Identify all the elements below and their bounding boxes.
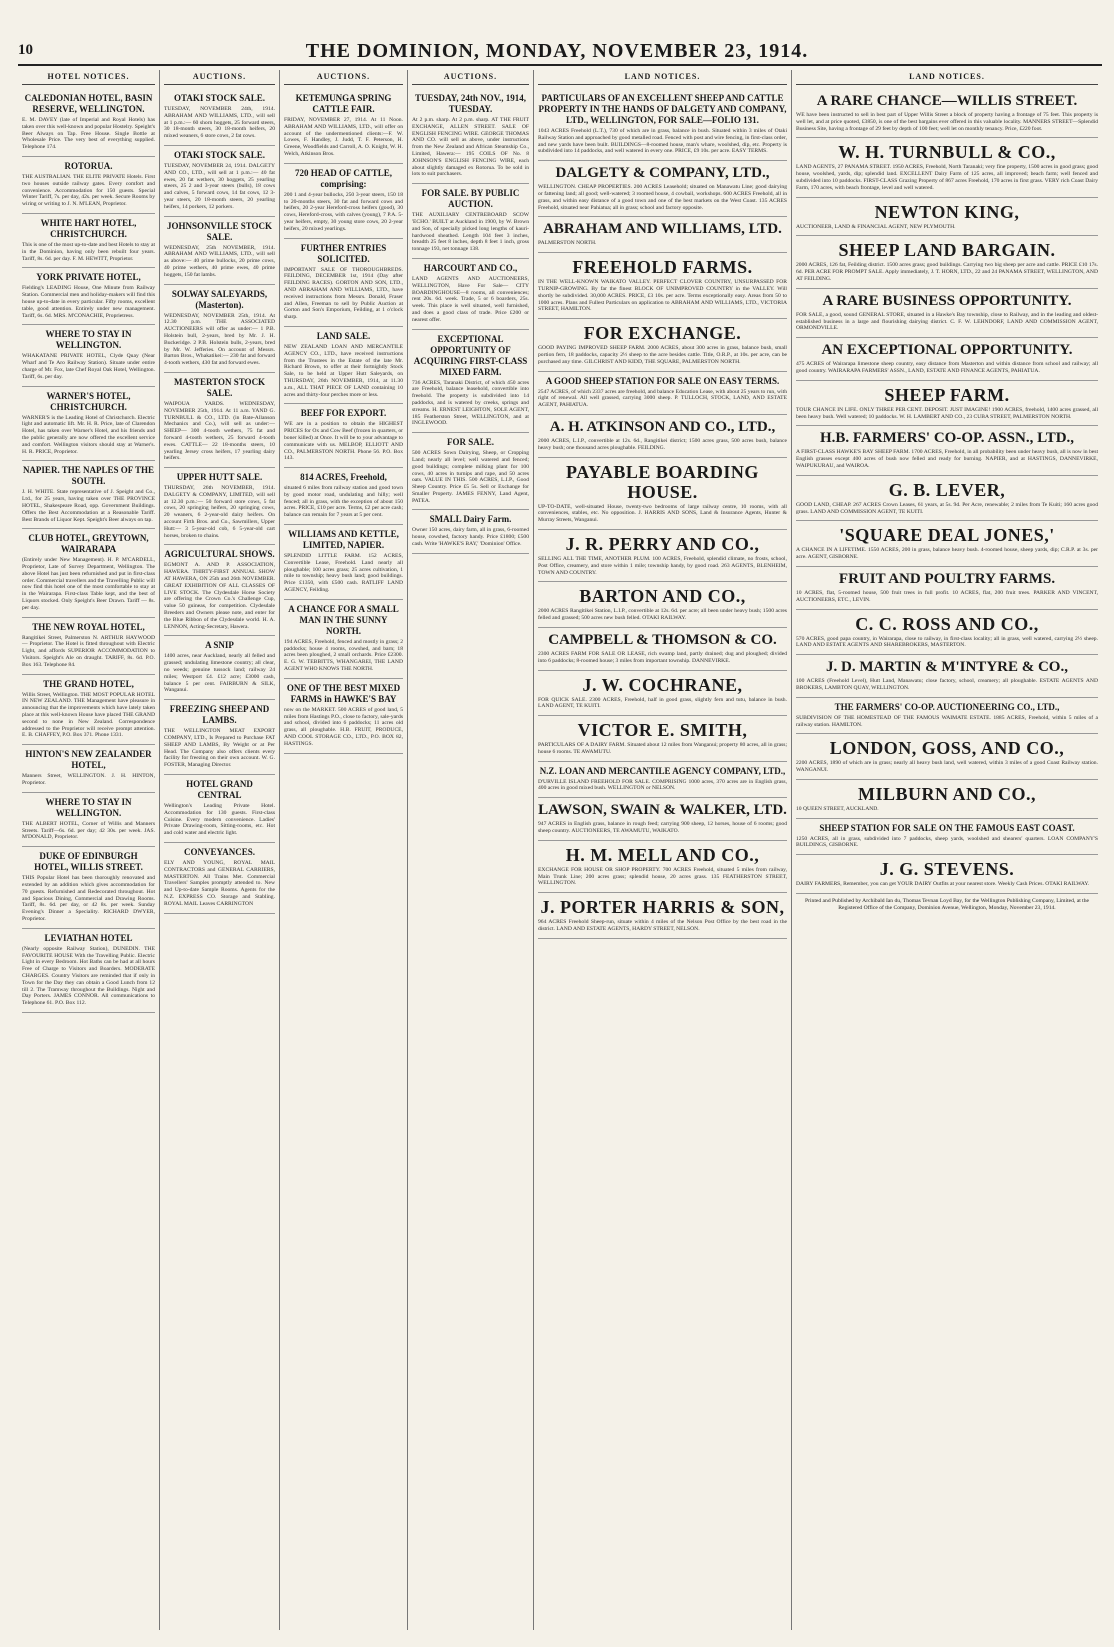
ad-body-text: (Nearly opposite Railway Station), DUNEDIN. THE FAVOURITE HOUSE With the Travelling Public. Electric Light in every Bedroom. Hot Baths can be had at all hours Free of Charge to Visitors and Boarders. MODERATE CHARGES. Country Visitors are reminded that if only in Town for the Day they can obtain a Good Lunch from 12 till 2. The Tramway throughout the Buildings. Night and Day Porters. JAMES CONNOR. All communications to Telephone 61. P.O. Box 112. [22, 945, 155, 1007]
ad-title: NEWTON KING, [874, 201, 1020, 222]
column-heading: LAND NOTICES. [538, 70, 787, 85]
ad-body-text: UP-TO-DATE, well-situated House, twenty-two bedrooms of large railway centre, 10 rooms, with all conveniences, stables, etc. No opposition. J. HARRIS AND SONS, Land & Insurance Agents, Hunter & Murray Streets, Wanganui. [538, 503, 787, 524]
ad-body-text: A FIRST-CLASS HAWKE'S BAY SHEEP FARM. 1700 ACRES, Freehold, in all probability been under heavy bush, all is now in best English grasses except 400 acres of bush now felled and ready for burning. NAPIER, and at HASTINGS, DANNEVIRKE, WAIPUKURAU, and WAIROA. [796, 449, 1099, 469]
ad-body-text: NEW ZEALAND LOAN AND MERCANTILE AGENCY CO., LTD., have received instructions from the Trustees in the Estate of the late Mr. Richard Brown, to offer at their fortnightly Stock Sale, to be held at Upper Hutt Saleyards, on THURSDAY, 26th NOVEMBER, 1914, at 11.30 a.m., ALL THAT PIECE OF LAND containing 10 acres and thirty-four perches more or less. [284, 343, 403, 398]
ad-body-text: 736 ACRES, Taranaki District, of which 450 acres are Freehold, balance leasehold, convertible into freehold. The property is subdivided into 14 paddocks, and is watered by creeks, springs and streams. H. ERNEST LEIGHTON, SOLE AGENT, 185 Featherston Street, WELLINGTON, and at INGLEWOOD. [412, 379, 529, 427]
ad-body-text: SUBDIVISION OF THE HOMESTEAD OF THE FAMOUS WAIMATE ESTATE. 1885 ACRES, Freehold, within 5 miles of a railway station. HAMILTON. [796, 714, 1098, 728]
ad-body-text: TOUR CHANCE IN LIFE. ONLY THREE PER CENT. DEPOSIT. JUST IMAGINE! 1900 ACRES, freehold, 1400 acres grassed, all been heavy bush. Well watered; 10 paddocks. W. H. LAMBERT AND CO., 23 CUBA STREET, PALMERSTON NORTH. [796, 406, 1098, 420]
advertisement [22, 745, 155, 793]
advertisement [538, 530, 787, 582]
ad-title: FOR SALE. [446, 437, 494, 448]
column-1 [18, 70, 160, 1630]
ad-title: AGRICULTURAL SHOWS. [164, 549, 275, 560]
advertisement [538, 841, 787, 893]
advertisement [796, 698, 1098, 735]
ad-title: H. M. MELL AND CO., [565, 844, 760, 865]
ad-title: J. W. COCHRANE, [582, 674, 743, 695]
ad-body-text: 1400 acres, near Auckland, nearly all felled and grassed; undulating limestone country; all clear, no weeds; genuine tussock land; railway 24 miles; Westport £4. £12 acre; £3000 cash, balance 5 per cent. FAIRBURN & SILK, Wanganui. [164, 653, 275, 694]
column-5 [534, 70, 792, 1630]
advertisement [164, 89, 275, 146]
ad-title: A SNIP [205, 640, 234, 651]
advertisement [412, 330, 529, 434]
ad-title: FOR EXCHANGE. [583, 323, 742, 344]
masthead-rule [18, 64, 1102, 66]
ad-title: W. H. TURNBULL & CO., [838, 142, 1056, 163]
advertisement [796, 855, 1098, 894]
column-heading: AUCTIONS. [412, 70, 529, 85]
advertisement [796, 289, 1098, 338]
advertisement [284, 468, 403, 525]
ad-title: THE FARMERS' CO-OP. AUCTIONEERING CO., LTD., [834, 701, 1060, 712]
ad-body-text: 2547 ACRES, of which 2337 acres are freehold, and balance Education Lease, with about 25 years to run, with right of renewal. All well grassed, carrying 3000 sheep. P. TULLOCH, STOCK, LAND, AND ESTATE AGENT, PAHIATUA. [538, 388, 787, 409]
ad-body-text: WARNER'S is the Leading Hotel of Christchurch. Electric light and automatic lift. Mr. H. R. Price, late of Clarendon Hotel, has taken over Warner's Hotel, and his friends and the public generally are now offered the excellent service and comfort. Wellington visitors should stay at Warner's. H. R. PRICE, Proprietor. [22, 414, 155, 455]
ad-title: WARNER'S HOTEL, CHRISTCHURCH. [46, 390, 131, 412]
ad-body-text: 200 1 and 4-year bullocks, 250 3-year steers, 150 18 to 20-months steers, 30 fat and forward cows and heifers, 20 2-year Hereford-cross heifers (good), 30 cows, Hereford-cross, with calves (young), 7 P.A. 5-year heifers, empty, 30 young store cows, 20 2-year heifers, 20 mixed yearlings. [284, 191, 403, 232]
column-heading: AUCTIONS. [284, 70, 403, 85]
advertisement [284, 525, 403, 600]
ad-title: DALGETY & COMPANY, LTD., [555, 165, 770, 182]
ad-body-text: 100 ACRES (Freehold Level), Hutt Land, Manawatu; close factory, school, creamery; all ploughable. ESTATE AGENTS AND BROKERS, LAMBTON QUAY, WELLINGTON. [796, 678, 1098, 691]
ad-body-text: Fielding's LEADING House, One Minute from Railway Station. Commercial men and holiday-makers will find this house up-to-date in every particular. Fifty rooms, excellent table, good attention. Entirely under new management. Tariff, 6s. 6d. MRS. M'CONACHIE, Proprietress. [22, 285, 155, 319]
advertisement [796, 780, 1098, 819]
ad-title: J. G. STEVENS. [879, 859, 1015, 880]
ad-body-text: TUESDAY, NOVEMBER 24th, 1914. ABRAHAM AND WILLIAMS, LTD., will sell at 1 p.m.:— 60 shorn hoggets, 25 forward steers, 30 18-month steers, 30 18-month heifers, 20 mixed weaners, 6 store cows, 2 fat cows. [164, 106, 275, 140]
advertisement [164, 146, 275, 217]
column-2 [160, 70, 280, 1630]
ad-body-text: (Entirely under New Management). H. P. M'CARDELL, Proprietor, Late of Survey Department, Wellington. The above Hotel has just been refurnished and put in first-class order. Commercial travellers and the Travelling Public will now find this hotel one of the most comfortable to stay at in the Wairarapa. First-class Table kept, and the best of Liquors stocked. Only Speight's Beer Drawn. Tariff — 8s. per day. [22, 557, 155, 611]
ad-body-text: FRIDAY, NOVEMBER 27, 1914. At 11 Noon. ABRAHAM AND WILLIAMS, LTD., will offer on account of the undermentioned clients:—F. W. Lowes, F. Handley, J. Judd, T. F. Peterson, H. Greene, Woodfields and Carroll, A. O. Knight, W. H. Welch, Atkinson Bros. [284, 117, 403, 157]
advertisement [412, 433, 529, 510]
ad-title: LAND SALE. [316, 330, 371, 341]
ad-body-text: ELY AND YOUNG, ROYAL MAIL CONTRACTORS and GENERAL CARRIERS, MASTERTON. All Trains Met. Commercial Travellers' Samples promptly attended to. New and Up-to-date Sample Rooms. Agents for the N.Z. EXPRESS CO. Storage and Stabling. ROYAL MAIL Leaves CARRINGTON [164, 859, 275, 907]
ad-body-text: 10 ACRES, flat, 5-roomed house, 500 fruit trees in full profit. 10 ACRES, flat, 200 fruit trees. PARKER AND VINCENT, AUCTIONEERS, ETC., LEVIN. [796, 589, 1098, 603]
advertisement [284, 327, 403, 404]
ad-title: ROTORUA. [64, 160, 113, 171]
advertisement [22, 214, 155, 268]
column-4 [408, 70, 534, 1630]
ad-body-text: SELLING ALL THE TIME, ANOTHER PLUM. 100 ACRES, Freehold, splendid climate, no frosts, school, Post Office, creamery, and store within 1 mile; township handy, by good road. 263 AGENTS, BLENHEIM, TOWN AND COUNTRY. [538, 555, 787, 576]
ad-body-text: DAIRY FARMERS, Remember, you can get YOUR DAIRY Outfits at your nearest store. Weekly Cash Prices. OTAKI RAILWAY. [796, 881, 1090, 888]
advertisement [538, 671, 787, 717]
ad-title: FRUIT AND POULTRY FARMS. [838, 570, 1056, 587]
column-heading: LAND NOTICES. [796, 70, 1098, 85]
ad-body-text: WAIPOUA YARDS. WEDNESDAY, NOVEMBER 25th, 1914. At 11 a.m. YAND G. TURNBULL & CO., LTD. (in Bate-Allanson Mechanics and Co.), will sell as under:— SHEEP— 300 4-tooth wethers, 75 fat and forward 4-tooth wethers, 25 forward 4-tooth ewes. CATTLE— 22 18-months steers, 10 yearling Jersey cross heifers, 17 yearling dairy heifers. [164, 400, 275, 462]
ad-title: A GOOD SHEEP STATION FOR SALE ON EASY TERMS. [545, 375, 780, 386]
ad-body-text: WEDNESDAY, 25th NOVEMBER, 1914. ABRAHAM AND WILLIAMS, LTD., will sell as above:— 40 prime bullocks, 20 prime cows, 40 prime wethers, 40 prime ewes, 40 prime hoggets, 150 fat lambs. [164, 244, 275, 278]
ad-body-text: 475 ACRES of Wairarapa limestone sheep country, easy distance from Masterton and within distance from school and railway; all good country. WAIRARAPA FARMERS' ASSN., LAND, ESTATE AND FINANCE AGENTS, PAHIATUA. [796, 361, 1098, 374]
ad-title: CONVEYANCES. [184, 846, 255, 857]
ad-body-text: Willis Street, Wellington. THE MOST POPULAR HOTEL IN NEW ZEALAND. THE Management have pleasure in announcing that the improvements which have lately taken place at this well-known House have placed THE GRAND second to none in New Zealand. Correspondence addressed to the Proprietor will receive prompt attention. E. B. CHAFFEY, P.O. Box 371. Phone 1331. [22, 691, 155, 739]
advertisement [538, 415, 787, 458]
ad-title: THE NEW ROYAL HOTEL, [32, 621, 145, 632]
advertisement [22, 929, 155, 1013]
advertisement [538, 716, 787, 762]
advertisement [284, 89, 403, 164]
column-heading: HOTEL NOTICES. [22, 70, 155, 85]
advertisement [796, 521, 1098, 567]
advertisement [22, 157, 155, 214]
advertisement [164, 636, 275, 700]
advertisement [22, 618, 155, 675]
ad-title: ABRAHAM AND WILLIAMS, LTD. [543, 221, 782, 238]
advertisement [22, 325, 155, 386]
ad-body-text: 10 QUEEN STREET, AUCKLAND. [796, 805, 879, 812]
ad-body-text: WE are in a position to obtain the HIGHEST PRICES for Ox and Cow Beef (frozen in quarters, or boner killed) at Once. It will be to your advantage to communicate with us. MELBOP, ELLIOTT AND CO., PALMERSTON NORTH. Phone 56. P.O. Box 143. [284, 421, 403, 462]
ad-title: SHEEP FARM. [884, 384, 1010, 405]
ad-body-text: WHAKATANE PRIVATE HOTEL, Clyde Quay (Near Wharf and Te Aro Railway Station). Situate under entire charge of Mr. Fox, late Chef Royal Oak Hotel, Wellington. Tariff, 6s. per day. [22, 353, 155, 380]
ad-title: FREEHOLD FARMS. [572, 257, 753, 278]
ad-body-text: 194 ACRES, Freehold, fenced and mostly in grass; 2 paddocks; house 4 rooms, cowshed, and barn; 18 acres been ploughed, 2 small orchards. Price £2300. E. G. W. TEBBITTS, WHANGAREI, THE LAND AGENT WHO KNOWS THE NORTH. [284, 638, 403, 673]
advertisement [22, 268, 155, 325]
advertisement [164, 775, 275, 843]
advertisement [22, 529, 155, 617]
ad-body-text: LAND AGENTS AND AUCTIONEERS, WELLINGTON, Have For Sale— CITY BOARDINGHOUSE—8 rooms, all conveniences; rent 20s. 6d. week. Trade, 5 or 6 boarders, 25s. week. This place is well situated, well furnished, and does a good class of trade. Price £200 or nearest offer. [412, 275, 529, 323]
advertisement [538, 762, 787, 799]
ad-body-text: PALMERSTON NORTH. [538, 240, 597, 247]
advertisement [538, 161, 787, 217]
ad-body-text: EXCHANGE FOR HOUSE OR SHOP PROPERTY. 700 ACRES Freehold, situated 5 miles from railway, Main Trunk Line; 200 acres grass; splendid house, 20 acres grass. 135 FEATHERSTON STREET, WELLINGTON. [538, 866, 787, 887]
ad-title: PARTICULARS OF AN EXCELLENT SHEEP AND CATTLE PROPERTY IN THE HANDS OF DALGETY AND COMPANY, LTD., WELLINGTON, FOR SALE—FOLIO 131. [538, 93, 787, 125]
ad-title: FOR SALE. BY PUBLIC AUCTION. [421, 188, 520, 210]
ad-title: JOHNSONVILLE STOCK SALE. [166, 220, 273, 242]
advertisement [796, 610, 1098, 656]
ad-body-text: now on the MARKET. 500 ACRES of good land, 5 miles from Hastings P.O., close to factory, sale-yards and school, divided into 6 paddocks; 11 acres old grass, all ploughable. H.B. FRUIT, PRODUCE, AND COOL STORAGE CO., LTD., P.O. BOX 82, HASTINGS. [284, 706, 403, 747]
ad-title: HARCOURT AND CO., [423, 262, 518, 273]
ad-title: LEVIATHAN HOTEL [44, 932, 133, 943]
column-heading: AUCTIONS. [164, 70, 275, 85]
printer-imprint: Printed and Published by Archibald Ian du, Thomas Tevnan Loyd Bay, for the Wellington Publishing Company, Limited, at the Registered Office of the Company, Dominion Avenue, Wellington, Monday, November 23, 1914. [805, 898, 1089, 912]
advertisement [164, 468, 275, 545]
ad-body-text: 2000 ACRES Rangitikei Station, L.I.P., convertible at 12s. 6d. per acre; all been under heavy bush; 1500 acres felled and grassed; 500 acres new bush felled. OTAKI RAILWAY. [538, 608, 787, 622]
ad-title: SHEEP STATION FOR SALE ON THE FAMOUS EAST COAST. [819, 822, 1075, 833]
ad-body-text: Owner 150 acres, dairy farm, all in grass, 6-roomed house, cowshed, factory handy. Price £1800; £500 cash. Write 'HAWKE'S BAY,' 'Dominion' Office. [412, 527, 529, 548]
ad-body-text: THE AUSTRALIAN. THE ELITE PRIVATE Hotels. First two houses outside railway gates. Every comfort and convenience. Accommodation for 150 guests. Special Winter Tariff, 7s. per day, 42s. per week. Secure Rooms by wiring or writing to J. N. M'LEAN, Proprietor. [22, 173, 155, 208]
ad-body-text: 500 ACRES Sown Dairying, Sheep, or Cropping Land; nearly all level; well watered and fenced; good buildings; complete milking plant for 100 cows, 40 acres in turnips and rape, and 50 acres oats. VALUE IN THIS. 500 ACRES, L.I.P., Good Sheep Country. Price £5 5s. Sell or Exchange for Smaller Property. JAMES FENNY, Land Agent, PATEA. [412, 450, 529, 504]
ad-title: SMALL Dairy Farm. [429, 514, 512, 525]
ad-title: A RARE CHANCE—WILLIS STREET. [816, 93, 1078, 109]
page-number: 10 [18, 42, 33, 58]
ad-body-text: situated 6 miles from railway station and good town by good motor road, undulating and hilly; well fenced; all in grass, with the exception of about 150 acres. PRICE, £10 per acre. Terms, £2 per acre cash; balance can remain for 7 years at 5 per cent. [284, 485, 403, 519]
advertisement [796, 567, 1098, 610]
ad-title: A CHANCE FOR A SMALL MAN IN THE SUNNY NORTH. [288, 603, 399, 636]
advertisement [412, 510, 529, 553]
ad-body-text: J. H. WHITE. State representative of J. Speight and Co., Ltd., for 25 years, having taken over THE PROVINCE HOTEL, Shakespeare Road, opp. Government Buildings. Offers the Best Accommodation at a Reasonable Tariff. Best Brands of Liquor Kept. Speight's Beer always on tap. [22, 489, 155, 523]
advertisement [164, 700, 275, 775]
ad-title: ONE OF THE BEST MIXED FARMS in HAWKE'S BAY [286, 682, 401, 704]
advertisement [538, 582, 787, 628]
advertisement [796, 476, 1098, 522]
ad-body-text: 2200 ACRES, 1890 of which are in grass; nearly all heavy bush land, well watered, within 3 miles of a good Coast Railway station. WANGANUI. [796, 760, 1098, 774]
advertisement [164, 545, 275, 636]
ad-title: LONDON, GOSS, AND CO., [829, 738, 1065, 759]
ad-title: DUKE OF EDINBURGH HOTEL, WILLIS STREET. [34, 851, 143, 873]
ad-title: CLUB HOTEL, GREYTOWN, WAIRARAPA [28, 533, 149, 555]
ad-body-text: A CHANCE IN A LIFETIME. 1550 ACRES, 200 in grass, balance heavy bush. 4-roomed house, sheep yards, dip; C.R.P. at 3s. per acre. AGENT, GISBORNE. [796, 547, 1098, 561]
advertisement [412, 184, 529, 259]
advertisement [164, 217, 275, 285]
ad-title: MASTERTON STOCK SALE. [173, 376, 266, 398]
ad-title: CALEDONIAN HOTEL, BASIN RESERVE, WELLINGTON. [24, 93, 153, 114]
ad-title: SOLWAY SALEYARDS, (Masterton). [171, 288, 268, 310]
advertisement [538, 253, 787, 319]
ad-body-text: SPLENDID LITTLE FARM. 152 ACRES, Convertible Lease, Freehold. Land nearly all ploughable; 100 acres grass; 25 acres cultivation, 1 mile to township; heavy bush land; good buildings. Price £1350, with £500 cash. RATLIFF LAND AGENCY, Feilding. [284, 553, 403, 594]
ad-body-text: GOOD PAYING IMPROVED SHEEP FARM. 2000 ACRES, about 300 acres in grass, balance bush, small portion fern, 18 paddocks, capacity 2½ sheep to the acre besides cattle. Title, O.R.P., at 10s. per acre, can be purchased any time. GILCHRIST AND KIDD, THE SQUARE, PALMERSTON NORTH. [538, 345, 787, 365]
ad-body-text: WEDNESDAY, NOVEMBER 25th, 1914. At 12.30 p.m. THE ASSOCIATED AUCTIONEERS will offer as under:— 1 P.B. Holstein bull, 2-years, bred by Mr. J. H. Buckeridge. 2 P.B. Holstein bulls, 2-years, bred by Mr. W. Jefferies. On account of Messrs. Barton Bros., Whakatikei:— 230 fat and forward 4-tooth wethers, 430 fat and forward ewes. [164, 312, 275, 367]
ad-title: J. D. MARTIN & M'INTYRE & CO., [826, 659, 1068, 676]
ad-body-text: Wellington's Leading Private Hotel. Accommodation for 130 guests. First-class Cuisine. Every modern convenience. Ladies' Private Drawing-room, Sitting-rooms, etc. Hot and cold water and electric light. [164, 803, 275, 837]
advertisement [796, 819, 1098, 856]
ad-title: C. C. ROSS AND CO., [855, 613, 1039, 634]
ad-body-text: THE ALBERT HOTEL, Corner of Willis and Manners Streets. Tariff—6s. 6d. per day; 42 30s. per week. JAS. M'DONALD, Proprietor. [22, 820, 155, 841]
advertisement [164, 373, 275, 468]
ad-body-text: TUESDAY, NOVEMBER 24, 1914. DALGETY AND CO., LTD., will sell at 1 p.m.:— 40 fat ewes, 20 fat wethers, 30 hoggets, 25 yearling steers, 25 2 and 3-year steers (bulls), 18 cows and calves, 5 forward cows, 14 fat cows, 12 3-year steers, 20 18-month steers, 20 yearling heifers, 14 porkers, 12 porkers. [164, 162, 275, 210]
ad-title: J. PORTER HARRIS & SON, [540, 897, 785, 918]
advertisement [796, 426, 1098, 475]
advertisement [796, 655, 1098, 698]
ad-title: VICTOR E. SMITH, [577, 720, 748, 741]
ad-title: NAPIER. THE NAPLES OF THE SOUTH. [22, 465, 155, 487]
advertisement [164, 843, 275, 914]
ad-body-text: 2000 ACRES, L.I.P., convertible at 12s. 6d., Rangitikei district; 1500 acres grass, 500 acres bush, balance heavy bush; one thousand acres ploughable. FEILDING. [538, 437, 787, 451]
advertisement [284, 404, 403, 468]
advertisement [22, 847, 155, 929]
ad-body-text: FOR SALE, a good, sound GENERAL STORE, situated in a Hawke's Bay township, close to Railway, and in the leading and oldest-established business in a large and flourishing dairying district. C. F. W. LEHNDORF, LAND AND COMMISSION AGENT, ORMONDVILLE. [796, 311, 1098, 332]
ad-title: WHERE TO STAY IN WELLINGTON. [45, 329, 132, 351]
column-3 [280, 70, 408, 1630]
ad-title: A. H. ATKINSON AND CO., LTD., [549, 418, 776, 435]
ad-body-text: IN THE WELL-KNOWN WAIKATO VALLEY. PERFECT CLOVER COUNTRY, UNSURPASSED FOR TURNIP-GROWING. By far the finest BLOCK OF UNIMPROVED COUNTRY in the VALLEY. Will shortly be subdivided. 30,000 ACRES. PRICE, £3 10s. per acre. Terms exceptionally easy. Areas from 50 to 1000 acres. Plans and Fullest Particulars on application to ABRAHAM AND WILLIAMS, LTD., VICTORIA STREET, HAMILTON. [538, 279, 787, 313]
ad-body-text: FOR QUICK SALE. 2300 ACRES, Freehold, half in good grass, slightly fern and tutu, balance in bush. LAND AGENT, TE KUITI. [538, 696, 787, 710]
advertisement [796, 236, 1098, 288]
advertisement [538, 628, 787, 671]
ad-body-text: AUCTIONEER, LAND & FINANCIAL AGENT, NEW PLYMOUTH. [796, 223, 956, 230]
ad-title: OTAKI STOCK SALE. [174, 149, 265, 160]
ad-body-text: WE have been instructed to sell in best part of Upper Willis Street a block of property having a frontage of 75 feet. This property is well let, and at price quoted, £3850, is one of the best bargains ever offered in this valuable locality. MANNERS STREET—Splendid Business Site, having a frontage of 29 feet by depth of 100 feet; well let on monthly tenancy. Price, £220 foot. [796, 112, 1098, 132]
ad-title: BARTON AND CO., [579, 586, 746, 607]
ad-title: HOTEL GRAND CENTRAL [186, 779, 253, 800]
advertisement [796, 381, 1098, 427]
ad-title: TUESDAY, 24th NOV., 1914, TUESDAY. [415, 93, 526, 114]
ad-title: SHEEP LAND BARGAIN. [838, 240, 1056, 261]
ad-title: EXCEPTIONAL OPPORTUNITY OF ACQUIRING FIRST-CLASS MIXED FARM. [413, 333, 528, 377]
ad-title: LAWSON, SWAIN & WALKER, LTD. [538, 802, 787, 819]
ad-body-text: 570 ACRES, good papa country, in Wairarapa, close to railway, in first-class locality; all in grass, well watered, carrying 2½ sheep. LAND AND ESTATE AGENTS AND SHAREBROKERS, MASTERTON. [796, 635, 1098, 649]
advertisement [22, 793, 155, 847]
ad-body-text: EGMONT A. AND P. ASSOCIATION, HAWERA. THIRTY-FIRST ANNUAL SHOW AT HAWERA, ON 25th and 26th NOVEMBER. GREAT EXHIBITION OF ALL CLASSES OF LIVE STOCK. The Clydesdale Horse Society are offering the Crown Co.'s Challenge Cup, value 50 guineas, for competition. Clydesdale Breeders and Owners please note, and enter for the Blue Ribbon of the Clydesdale world. H. A. LENNON, Acting-Secretary, Hawera. [164, 562, 275, 630]
ad-title: J. R. PERRY AND CO., [565, 533, 760, 554]
advertisement [22, 675, 155, 746]
ad-title: WILLIAMS AND KETTLE, LIMITED, NAPIER. [288, 529, 399, 551]
advertisement [538, 458, 787, 530]
advertisement [538, 89, 787, 161]
advertisement [538, 893, 787, 939]
ad-title: 814 ACRES, Freehold, [300, 472, 387, 483]
ad-title: 'SQUARE DEAL JONES,' [839, 525, 1055, 546]
ad-body-text: THIS Popular Hotel has been thoroughly renovated and extended by an addition which gives accommodation for 70 guests. Refurnished and Redecorated throughout. Hot and Spacious Dining, Commercial and Drawing Rooms. Tariff, 8s. 6d. per day, or 42 8s. per week. Sunday Evening's Dinner a Speciality. RICHARD DWYER, Proprietor. [22, 875, 155, 922]
ad-body-text: 1250 ACRES, all in grass, subdivided into 7 paddocks, sheep yards, woolshed and shearers' quarters. LOAN COMPANY'S BUILDINGS, GISBORNE. [796, 835, 1098, 849]
ad-body-text: THE WELLINGTON MEAT EXPORT COMPANY, LTD., Is Prepared to Purchase FAT SHEEP AND LAMBS, By Weight or at Per Head. The Company also offers clients every facility for freezing on their own account. W. G. FOSTER, Managing Director. [164, 728, 275, 769]
advertisement [22, 89, 155, 157]
ad-body-text: GOOD LAND, CHEAP. 267 ACRES Crown Leases, 61 years, at 5s. 9d. Per Acre, renewable; 2 miles from Te Kuiti; 160 acres good grass. LAND AND COMMISSION AGENT, TE KUITI. [796, 501, 1098, 515]
newspaper-title: THE DOMINION, MONDAY, NOVEMBER 23, 1914. [305, 40, 809, 62]
ad-title: WHERE TO STAY IN WELLINGTON. [45, 796, 132, 818]
ad-title: AN EXCEPTIONAL OPPORTUNITY. [821, 342, 1073, 359]
advertisement [796, 734, 1098, 780]
ad-title: WHITE HART HOTEL, CHRISTCHURCH. [40, 217, 137, 239]
ad-title: HINTON'S NEW ZEALANDER HOTEL, [25, 749, 152, 771]
advertisement [22, 461, 155, 529]
advertisement [284, 164, 403, 239]
advertisement [164, 285, 275, 373]
advertisement [796, 198, 1098, 237]
ad-body-text: 1043 ACRES Freehold (L.T.), 730 of which are in grass, balance in bush. Situated within 3 miles of Otaki Railway Station and approached by good metalled road. Fenced with post and wire fencing, in first-class order, and new yards have been built. BUILDINGS—8-roomed house, man's whare, woolshed, dip, etc. Property is subdivided into 14 paddocks, and well watered in every one. PRICE, £9 10s. per acre. EASY TERMS. [538, 128, 787, 155]
ad-body-text: THE AUXILIARY CENTREBOARD SCOW 'ECHO.' BUILT at Auckland in 1900, by W. Brown and Son, of specially picked long lengths of kauri-hardwood sheathed. Length 104 feet 3 inches, breadth 25 feet 8 inches, depth 8 feet 1 inch, gross tonnage 193, net tonnage 138. [412, 212, 529, 253]
advertisement [538, 372, 787, 415]
advertisement [284, 239, 403, 327]
advertisement [538, 217, 787, 253]
ad-body-text: At 2 p.m. sharp. At 2 p.m. sharp. AT THE FRUIT EXCHANGE, ALLEN STREET. SALE OF ENGLISH FENCING WIRE. GEORGE THOMAS AND CO. will sell as above, under instructions from the New Zealand and African Steamship Co., Limited, Hawera:— 195 COILS OF No. 8 JOHNSON'S ENGLISH FENCING WIRE, each about slightly damaged ex Rotorua. To be sold in lots to suit purchasers. [412, 117, 529, 178]
ad-body-text: WELLINGTON. CHEAP PROPERTIES. 200 ACRES Leasehold; situated on Manawatu Line; good dairying or fattening land; all good; well-watered; 3 roomed house, 4 cowbail, workshops. 600 ACRES Freehold, all in grass, and within easy distance of a good town and one of the best markets on the West Coast. 135 ACRES Freehold, situated near Pahiatua; all in grass; school and factory opposite. [538, 184, 787, 211]
ad-body-text: 2300 ACRES FARM FOR SALE OR LEASE, rich swamp land, partly drained; dug and ploughed; divided into 6 paddocks; 8-roomed house; 3 miles from important township. DANNEVIRKE. [538, 650, 787, 664]
ad-body-text: IMPORTANT SALE OF THOROUGHBREDS. FEILDING, DECEMBER 1st, 1914 (Day after FEILDING RACES). GORTON AND SON, LTD., AND ABRAHAM AND WILLIAMS, LTD., have received instructions from Messrs. Donald, Fraser and Allen, Freeman to sell by Public Auction at Gorton and Son's Emporium, Feilding, at 1 o'clock sharp. [284, 266, 403, 321]
ad-title: YORK PRIVATE HOTEL, [36, 272, 141, 283]
advertisement [284, 600, 403, 679]
ad-title: A RARE BUSINESS OPPORTUNITY. [822, 292, 1072, 309]
ad-body-text: This is one of the most up-to-date and best Hotels to stay at in the Dominion, having only been rebuilt four years. Tariff, 8s. 6d. per day. F. M. HEWITT, Proprietor. [22, 241, 155, 262]
ad-title: THE GRAND HOTEL, [43, 678, 134, 689]
ad-title: N.Z. LOAN AND MERCANTILE AGENCY COMPANY, LTD., [539, 765, 786, 776]
ad-title: G. B. LEVER, [888, 479, 1006, 500]
ad-body-text: 2000 ACRES, 126 fat, Feilding district. 1500 acres grass; good buildings. Carrying two big sheep per acre and cattle. PRICE £10 17s. 6d. PER ACRE FOR PROMPT SALE. Apply immediately, J. T. HORN, LTD., 22 and 24 PANAMA STREET, WELLINGTON, AND AT FEILDING. [796, 262, 1098, 282]
ad-body-text: Manners Street, WELLINGTON. J. H. HINTON, Proprietor. [22, 773, 155, 787]
ad-title: OTAKI STOCK SALE. [174, 93, 265, 103]
masthead [0, 0, 1114, 62]
ad-title: FREEZING SHEEP AND LAMBS. [169, 704, 270, 726]
ad-title: CAMPBELL & THOMSON & CO. [548, 631, 777, 648]
ad-title: H.B. FARMERS' CO-OP. ASSN., LTD., [819, 430, 1075, 447]
ad-title: 720 HEAD OF CATTLE, comprising: [294, 167, 392, 189]
ad-title: MILBURN AND CO., [857, 783, 1036, 804]
ad-body-text: PARTICULARS OF A DAIRY FARM. Situated about 12 miles from Wanganui; property 80 acres, all in grass; house 6 rooms. TE AWAMUTU. [538, 742, 787, 755]
advertisement [796, 138, 1098, 197]
advertisement [22, 387, 155, 462]
ad-body-text: D'URVILLE ISLAND FREEHOLD FOR SALE. COMPRISING 1000 acres, 370 acres are in English grass, 400 acres in good mixed bush. WELLINGTON or NELSON. [538, 778, 787, 792]
advertisement [412, 89, 529, 184]
ad-body-text: E. M. DAVEY (late of Imperial and Royal Hotels) has taken over this well-known and popular Hostelry. Speight's Beer Always on Tap. Free House. Single Bottle at Wholesale Price. The very best of everything supplied. Telephone 174. [22, 117, 155, 151]
ad-body-text: LAND AGENTS, 27 PANAMA STREET. 1950 ACRES, Freehold, North Taranaki; very fine property, 1500 acres in good grass; good house, woolshed, yards, dip; splendid land. EXCELLENT Dairy Farm of 125 acres, all improved; beach farm; well fenced and subdivided into 10 paddocks. FIRST-CLASS Grazing Property of 867 acres Freehold, 170 acres in first grass. VERY rich Coast Dairy Farm, 170 acres, with beach frontage, level and well watered. [796, 164, 1098, 191]
advertisement [412, 259, 529, 330]
ad-title: BEEF FOR EXPORT. [300, 408, 387, 419]
advertisement [796, 338, 1098, 381]
advertisement [796, 89, 1098, 138]
ad-title: PAYABLE BOARDING HOUSE. [566, 461, 759, 502]
ad-title: KETEMUNGA SPRING CATTLE FAIR. [295, 93, 392, 114]
ad-body-text: 947 ACRES in English grass, balance in rough feed; carrying 900 sheep, 12 horses, house of 6 rooms; good sheep country. AUCTIONEERS, TE AWAMUTU, WAIKATO. [538, 821, 787, 835]
ad-body-text: Rangitikei Street, Palmerston N. ARTHUR HAYWOOD — Proprietor. The Hotel is fitted throughout with Electric Light, and affords SUPERIOR ACCOMMODATION to Visitors. Speight's Ale on draught. TARIFF, 8s. 6d. P.O. Box 163. Telephone 84. [22, 634, 155, 668]
ad-title: UPPER HUTT SALE. [176, 472, 263, 483]
column-6 [792, 70, 1102, 1630]
advertisement [538, 319, 787, 371]
advertisement [538, 798, 787, 841]
ad-title: FURTHER ENTRIES SOLICITED. [300, 242, 387, 264]
ad-body-text: 964 ACRES Freehold Sheep-run, situate within 4 miles of the Nelson Post Office by the best road in the district. LAND AND ESTATE AGENTS, HARDY STREET, NELSON. [538, 919, 787, 933]
advertisement [284, 679, 403, 754]
ad-body-text: THURSDAY, 26th NOVEMBER, 1914. DALGETY & COMPANY, LIMITED, will sell at 12.30 p.m.:— 50 forward store cows, 5 fat cows, 20 springing heifers, 20 springing cows, 20 weaners, 6 2-year-old dairy heifers. On account Firth Bros. and Co., Sawmillers, Upper Hutt:— 3 5-year-old cob, 6 5-year-old cart horses, broken to chains. [164, 485, 275, 539]
